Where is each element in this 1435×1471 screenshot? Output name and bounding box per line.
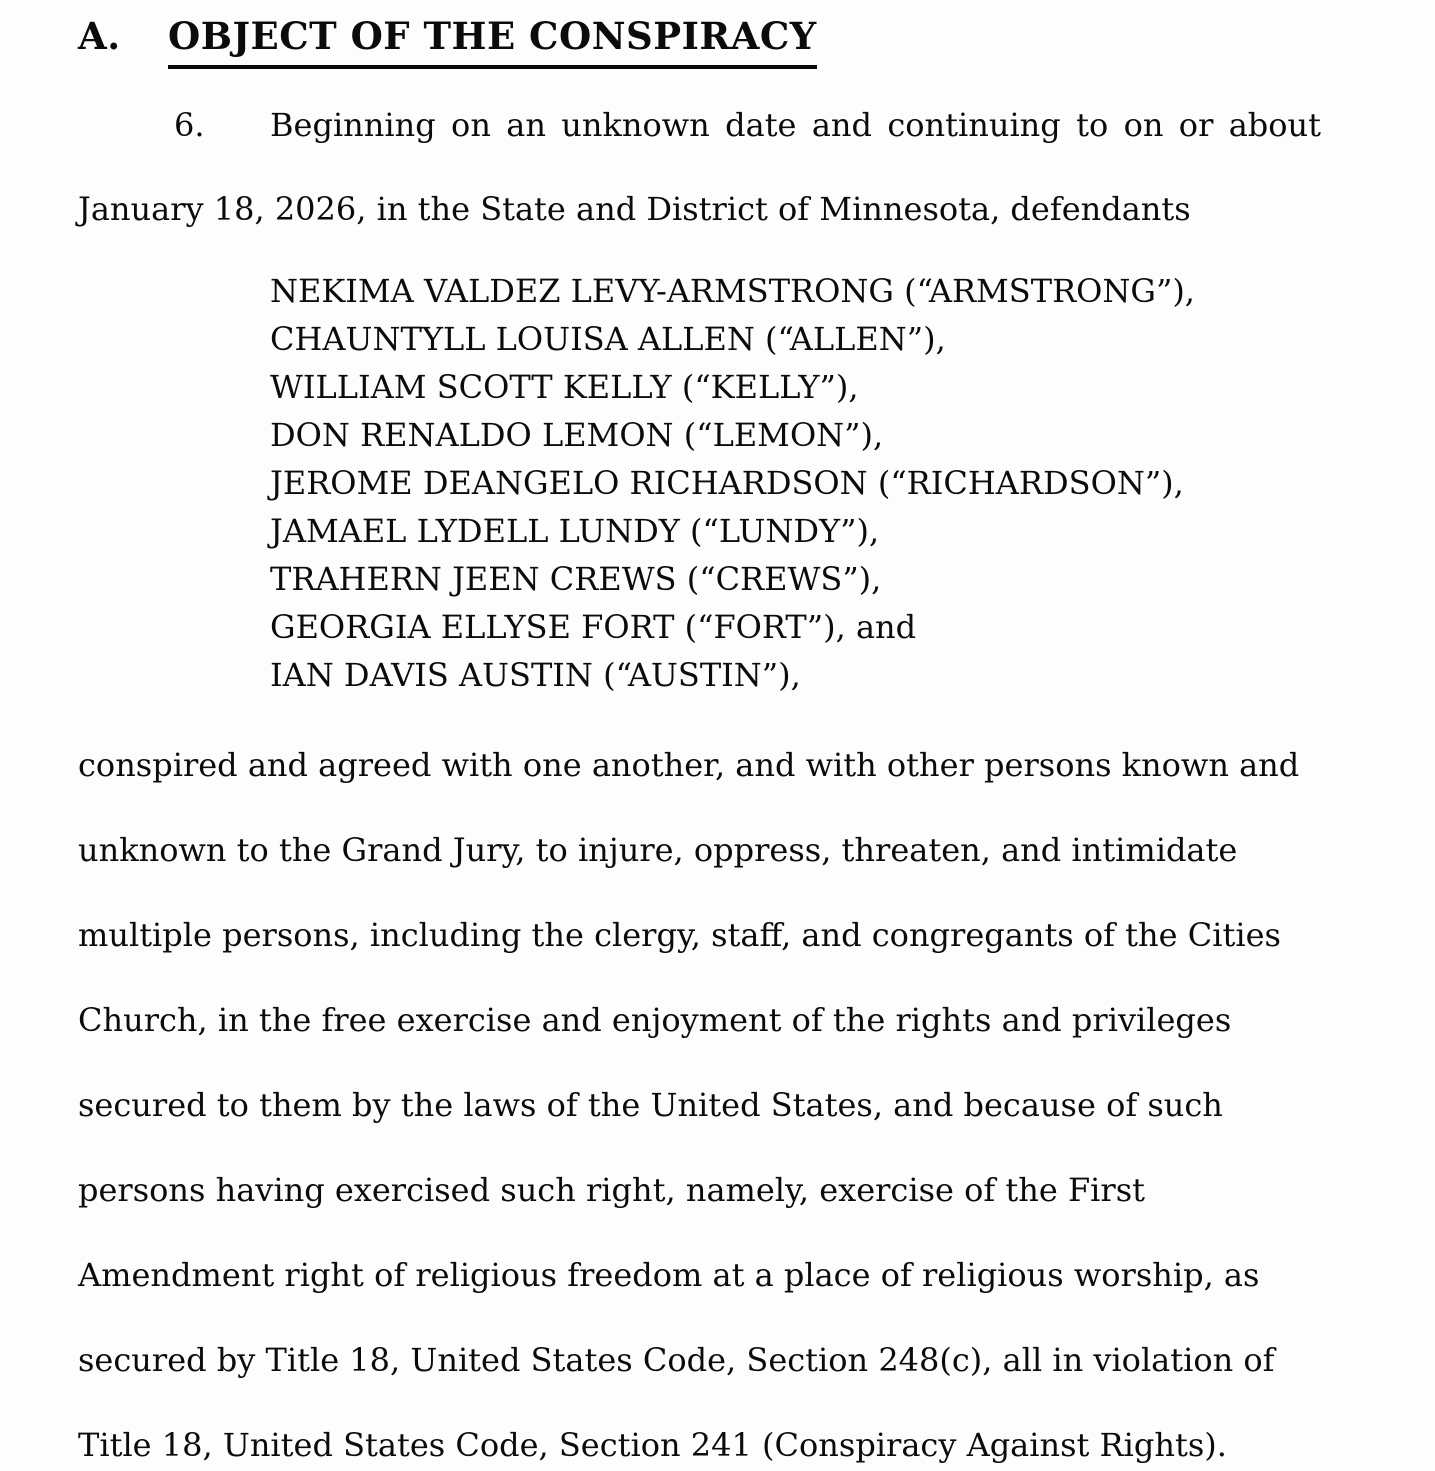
defendant-line: DON RENALDO LEMON (“LEMON”), [270,416,884,454]
body-line: secured by Title 18, United States Code, Section 248(c), all in violation of [78,1341,1275,1379]
intro-line: January 18, 2026, in the State and District of Minnesota, defendants [78,190,1191,228]
body-line: unknown to the Grand Jury, to injure, oppress, threaten, and intimidate [78,831,1238,869]
paragraph-number: 6. [174,106,205,144]
body-line: conspired and agreed with one another, and with other persons known and [78,746,1300,784]
defendant-list [270,267,1321,699]
body-line: Church, in the free exercise and enjoyment of the rights and privileges [78,1001,1232,1039]
section-label: A. [78,14,121,58]
body-line: Title 18, United States Code, Section 241 (Conspiracy Against Rights). [78,1426,1227,1464]
intro-paragraph [78,83,1321,251]
defendant-line: JEROME DEANGELO RICHARDSON (“RICHARDSON”), [270,464,1184,502]
body-line: persons having exercised such right, namely, exercise of the First [78,1171,1145,1209]
intro-line-text: Beginning on an unknown date and continuing to on or about [270,106,1321,144]
defendant-line: TRAHERN JEEN CREWS (“CREWS”), [270,560,882,598]
defendant-line: WILLIAM SCOTT KELLY (“KELLY”), [270,368,859,406]
body-paragraph [78,723,1321,1471]
section-heading [78,10,1321,69]
defendant-line: NEKIMA VALDEZ LEVY-ARMSTRONG (“ARMSTRONG”), [270,272,1195,310]
defendant-line: IAN DAVIS AUSTIN (“AUSTIN”), [270,656,801,694]
defendant-line: JAMAEL LYDELL LUNDY (“LUNDY”), [270,512,880,550]
intro-line [78,83,1321,167]
section-title: OBJECT OF THE CONSPIRACY [168,10,817,69]
body-line: multiple persons, including the clergy, staff, and congregants of the Cities [78,916,1281,954]
defendant-line: CHAUNTYLL LOUISA ALLEN (“ALLEN”), [270,320,946,358]
body-line: secured to them by the laws of the United States, and because of such [78,1086,1223,1124]
defendant-line: GEORGIA ELLYSE FORT (“FORT”), and [270,608,917,646]
body-line: Amendment right of religious freedom at a place of religious worship, as [78,1256,1260,1294]
